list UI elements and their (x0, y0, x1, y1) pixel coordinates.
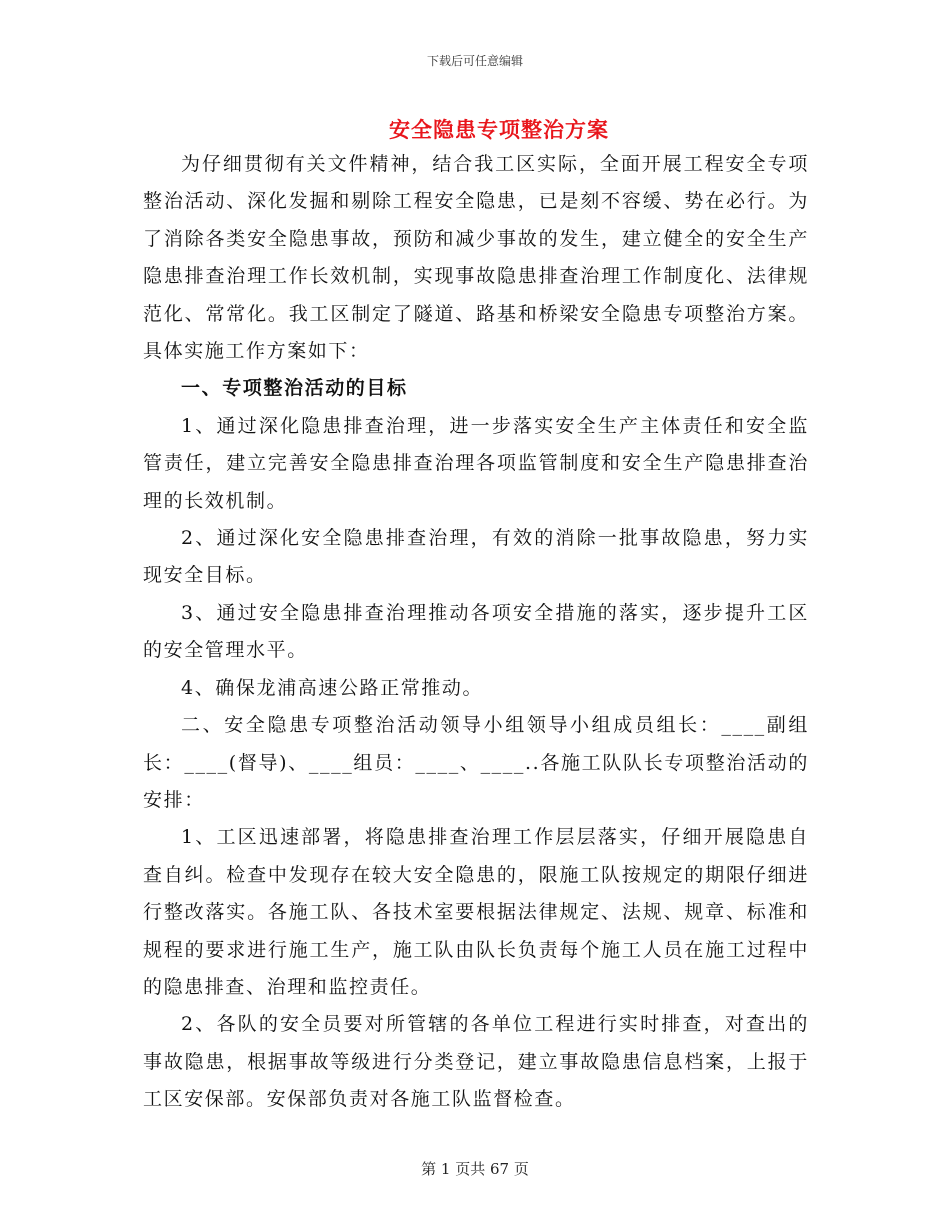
intro-paragraph: 为仔细贯彻有关文件精神，结合我工区实际，全面开展工程安全专项整治活动、深化发掘和剔除工程安全隐患，已是刻不容缓、势在必行。为了消除各类安全隐患事故，预防和减少事故的发生，建立健全的安全生产隐患排查治理工作长效机制，实现事故隐患排查治理工作制度化、法律规范化、常常化。我工区制定了隧道、路基和桥梁安全隐患专项整治方案。具体实施工作方案如下： (143, 153, 809, 363)
arrangement-item-2: 2、各队的安全员要对所管辖的各单位工程进行实时排查，对查出的事故隐患，根据事故等级进行分类登记，建立事故隐患信息档案，上报于工区安保部。安保部负责对各施工队监督检查。 (143, 1013, 809, 1111)
goal-item-3: 3、通过安全隐患排查治理推动各项安全措施的落实，逐步提升工区的安全管理水平。 (143, 601, 809, 662)
page-footer: 第 1 页共 67 页 (421, 1160, 529, 1178)
goal-item-1: 1、通过深化隐患排查治理，进一步落实安全生产主体责任和安全监管责任，建立完善安全隐患排查治理各项监管制度和安全生产隐患排查治理的长效机制。 (143, 414, 809, 512)
goal-item-4: 4、确保龙浦高速公路正常推动。 (181, 676, 484, 699)
section-leadership-group: 二、安全隐患专项整治活动领导小组领导小组成员组长：____副组长：____(督导)、____组员：____、____..各施工队队长专项整治活动的安排： (143, 714, 809, 811)
document-title: 安全隐患专项整治方案 (389, 117, 609, 142)
header-note: 下载后可任意编辑 (426, 54, 523, 68)
document-body (143, 146, 809, 1119)
arrangement-item-1: 1、工区迅速部署，将隐患排查治理工作层层落实，仔细开展隐患自查自纠。检查中发现存在较大安全隐患的，限施工队按规定的期限仔细进行整改落实。各施工队、各技术室要根据法律规定、法规、规章、标准和规程的要求进行施工生产，施工队由队长负责每个施工人员在施工过程中的隐患排查、治理和监控责任。 (143, 826, 809, 998)
section-heading-goals: 一、专项整治活动的目标 (181, 377, 408, 400)
goal-item-2: 2、通过深化安全隐患排查治理，有效的消除一批事故隐患，努力实现安全目标。 (143, 527, 809, 587)
